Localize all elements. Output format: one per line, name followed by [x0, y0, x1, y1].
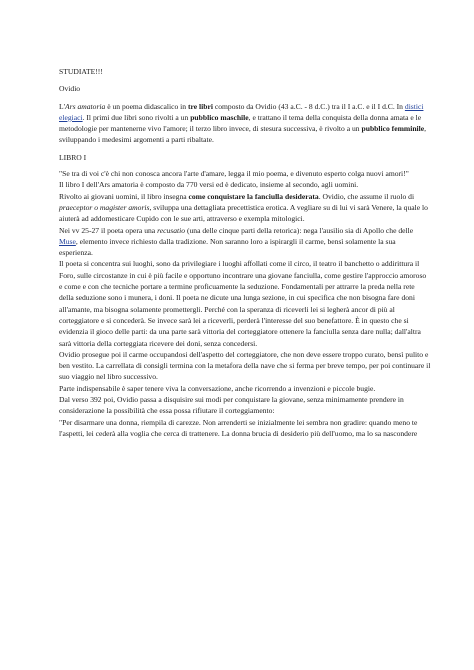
ars-amatoria-italic: Ars amatoria — [65, 101, 106, 111]
text-run: , sviluppa una dettagliata precettistica erotica. A vegliare su di lui vi sarà Venere, la quale lo aiuterà ad addomesticare Cupido con le sue arti, attraverso e exempla mitologici. — [59, 202, 428, 224]
tre-libri-bold: tre libri — [187, 101, 213, 111]
text-run: , sviluppando i medesimi argomenti a parti ribaltate. — [59, 124, 427, 145]
text-run: . Il primi due libri sono rivolti a un — [82, 112, 191, 122]
text-run: è un poema didascalico in — [105, 101, 188, 111]
muse-link[interactable]: Muse — [59, 236, 76, 246]
doc-author: Ovidio — [59, 84, 81, 94]
paragraph-conversazione: Parte indispensabile è saper tenere viva la conversazione, anche ricorrendo a invenzioni e piccole bugie. — [59, 383, 376, 393]
quote-paragraph: "Se tra di voi c'è chi non conosca ancora l'arte d'amare, legga il mio poema, e divenuto esperto colga nuovi amori!" — [59, 169, 409, 179]
paragraph-aspetto: Ovidio prosegue poi il carme occupandosi dell'aspetto del corteggiatore, che non deve essere troppo curato, bensì pulito e ben vestito. La carrellata di consigli termina con la metafora della nave che si ferma per breve tempo, per poi continuare il suo viaggio nel libro successivo. — [59, 349, 431, 382]
text-run: Nei vv 25-27 il poeta opera una — [59, 225, 158, 235]
paragraph-recusatio — [59, 225, 431, 259]
distici-elegiaci-link[interactable]: distici elegiaci — [59, 101, 424, 122]
text-run: L' — [59, 101, 66, 111]
conquista-bold: come conquistare la fanciulla desiderata — [188, 191, 319, 201]
text-run: , elemento invece richiesto dalla tradizione. Non saranno loro a ispirargli il carme, bensì solamente la sua esperienza. — [59, 236, 396, 258]
text-run: composto da Ovidio (43 a.C. - 8 d.C.) tra il I a.C. e il I d.C. In — [212, 101, 405, 111]
intro-paragraph — [59, 101, 431, 146]
praeceptor-italic: praeceptor o magister amoris — [59, 202, 150, 212]
text-run: (una delle cinque parti della retorica): nega l'ausilio sia di Apollo che delle — [185, 225, 414, 235]
quote-paragraph-2: "Per disarmare una donna, riempila di carezze. Non arrenderti se inizialmente lei sembra non gradire: quando meno te l'aspetti, lei cederà alla voglia che cerca di trattenere. La donna brucia di desiderio più dell'uomo, ma lo sa nascondere — [59, 417, 418, 438]
recusatio-italic: recusatio — [157, 225, 186, 235]
pubblico-maschile-bold: pubblico maschile — [190, 112, 249, 122]
text-run: . Ovidio, che assume il ruolo di — [318, 191, 415, 201]
book-heading: LIBRO I — [59, 152, 87, 162]
doc-title: STUDIATE!!! — [59, 67, 103, 76]
paragraph-verso-392: Dal verso 392 poi, Ovidio passa a disquisire sui modi per conquistare la giovane, senza minimamente prendere in considerazione la possibilità che essa possa rifiutare il corteggiamento: — [59, 395, 404, 416]
document-body — [59, 66, 431, 439]
text-run: Rivolto ai giovani uomini, il libro insegna — [59, 191, 189, 201]
paragraph-rivolto — [59, 191, 431, 225]
pubblico-femminile-bold: pubblico femminile — [361, 124, 425, 134]
paragraph-luoghi: Il poeta si concentra sui luoghi, sono da privilegiare i luoghi affollati come il circo, il teatro il banchetto o addirittura il Foro, sulle circostanze in cui è più facile e opportuno incontrare una giovane fanciulla, come gestire l'approccio amoroso e come e con che tecniche portare a termine proficuamente la seduzione. Fondamentali per attrarre la preda nella rete della seduzione sono i munera, i doni. Il poeta ne dicute una lunga sezione, in cui specifica che non bisogna fare doni all'amante, ma bisogna solamente promettergli. Perché con la speranza di riceverli lei si legherà ancor di più al corteggiatore e si concederà. Se invece sarà lei a riceverli, perderà l'interesse del suo benefattore. È in questo che si evidenzia il gioco delle parti: da una parte sarà vittoria del corteggiatore ottenere la fanciulla senza dare nulla; dall'altra sarà vittoria della corteggiata ricevere dei doni, senza concedersi. — [59, 259, 427, 348]
paragraph-libro-i: Il libro I dell'Ars amatoria è composto da 770 versi ed è dedicato, insieme al secondo, agli uomini. — [59, 180, 359, 190]
text-run: , e trattano il tema della conquista della donna amata e le metodologie per mantenerne vivo l'amore; il terzo libro invece, di stesura successiva, è rivolto a un — [59, 112, 422, 134]
